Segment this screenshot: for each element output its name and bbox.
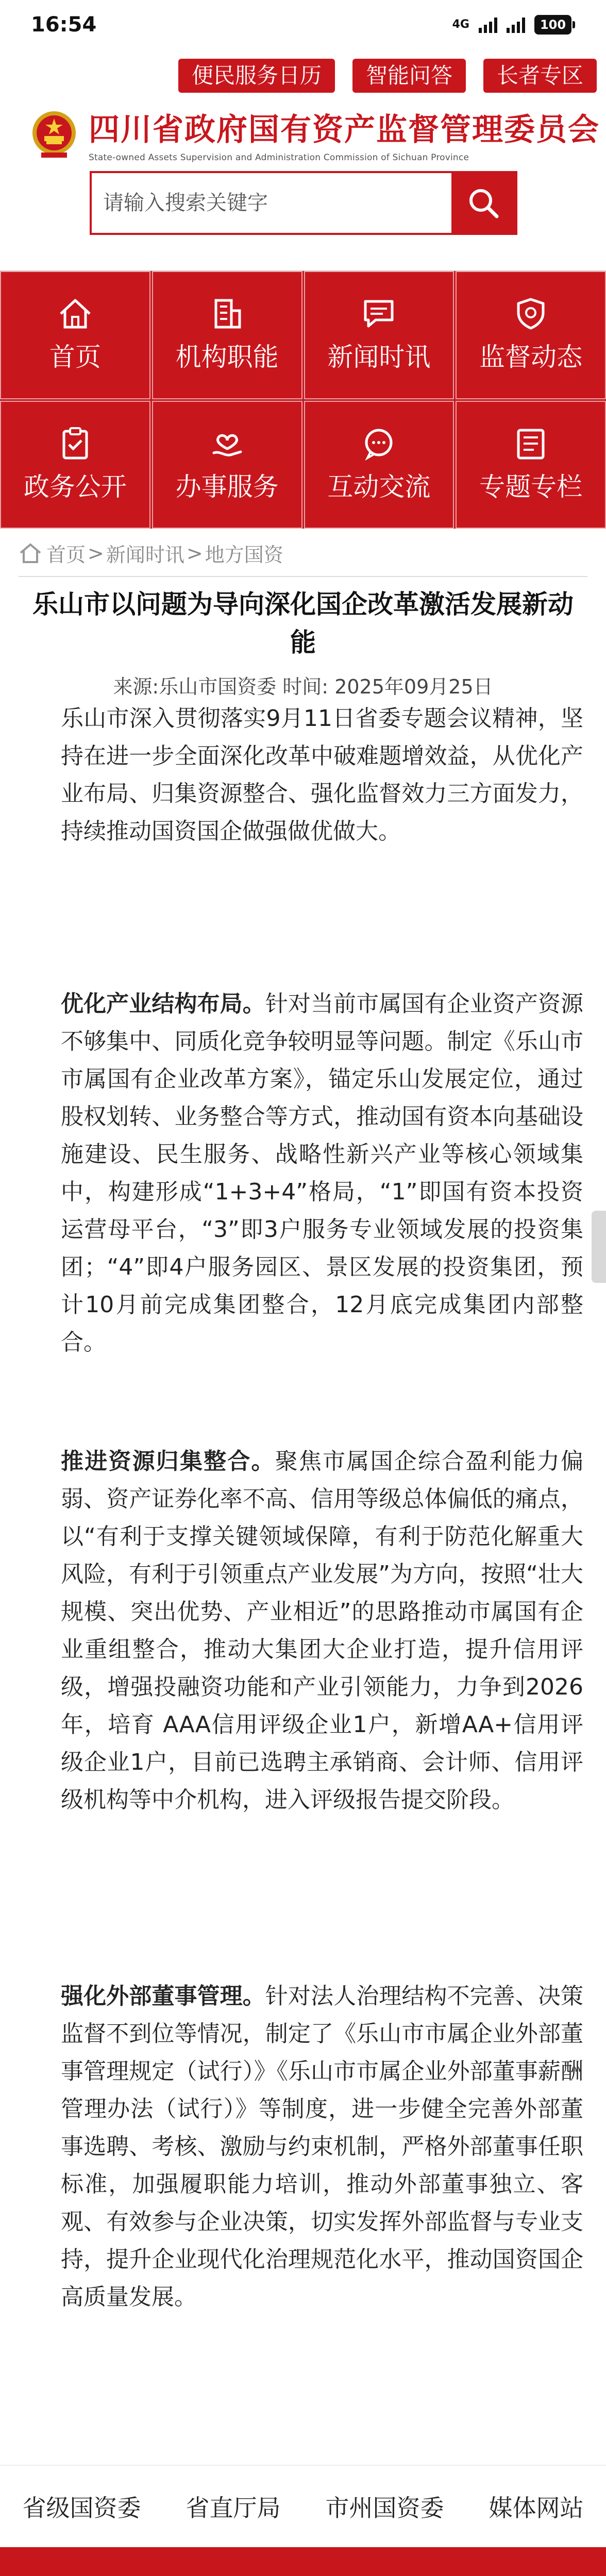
nav-organization[interactable] (152, 271, 302, 399)
status-bar (0, 0, 606, 49)
side-scroll-handle[interactable] (592, 1211, 606, 1283)
site-brand[interactable] (31, 105, 600, 163)
paragraph-text: 乐山市深入贯彻落实9月11日省委专题会议精神，坚持在进一步全面深化改革中破难题增效益，从优化产业布局、归集资源整合、强化监督效力三方面发力，持续推动国资国企做强做优做大。 (61, 705, 583, 844)
dialog-icon (361, 426, 396, 461)
battery-icon (534, 15, 575, 35)
breadcrumb-home[interactable]: 首页 (46, 544, 86, 566)
breadcrumb-local[interactable]: 地方国资 (205, 544, 283, 566)
status-icons (452, 15, 575, 35)
list-icon (513, 426, 548, 461)
home-icon (19, 541, 42, 565)
article-date: 2025年09月25日 (334, 675, 493, 698)
site-footer (0, 2547, 606, 2576)
paragraph-lead: 强化外部董事管理。 (61, 1983, 265, 2009)
signal-icon-2 (507, 16, 525, 33)
footer-link-media[interactable]: 媒体网站 (489, 2494, 584, 2522)
building-icon (210, 296, 245, 331)
footer-link-provincial[interactable]: 省级国资委 (22, 2494, 141, 2522)
home-icon (58, 296, 93, 331)
nav-gov-affairs[interactable] (0, 401, 150, 529)
clipboard-icon (58, 426, 93, 461)
search-box (90, 171, 517, 235)
search-icon (467, 187, 500, 219)
chat-icon (361, 296, 396, 331)
nav-services[interactable] (152, 401, 302, 529)
divider (19, 576, 587, 577)
nav-interaction[interactable] (304, 401, 454, 529)
site-title-en: State-owned Assets Supervision and Administration Commission of Sichuan Province (89, 152, 469, 163)
article-title: 乐山市以问题为导向深化国企改革激活发展新动能 (32, 589, 574, 657)
article-paragraph (61, 985, 583, 1361)
national-emblem-icon (31, 109, 77, 159)
breadcrumb-separator: > (88, 541, 104, 565)
site-title: 四川省政府国有资产监督管理委员会 (89, 112, 600, 148)
nav-news-label: 新闻时讯 (327, 342, 431, 372)
paragraph-text: 针对法人治理结构不完善、决策监督不到位等情况，制定了《乐山市市属企业外部董事管理规定（试行）》《乐山市市属企业外部董事薪酬管理办法（试行）》等制度，进一步健全完善外部董事选聘、考核、激励与约束机制，严格外部董事任职标准，加强履职能力培训，推动外部董事独立、客观、有效参与企业决策，切实发挥外部监督与专业支持，提升企业现代化治理规范化水平，推动国资国企高质量发展。 (61, 1983, 584, 2310)
article-paragraph (61, 1977, 583, 2316)
nav-supervision[interactable] (456, 271, 606, 399)
time-label: 时间: (282, 675, 329, 698)
heart-hand-icon (210, 426, 245, 461)
nav-supervision-label: 监督动态 (479, 342, 583, 372)
breadcrumb (19, 539, 283, 567)
search-input[interactable] (92, 173, 451, 233)
related-sites (0, 2465, 606, 2547)
breadcrumb-separator: > (186, 541, 203, 565)
paragraph-text: 针对当前市属国有企业资产资源不够集中、同质化竞争较明显等问题。制定《乐山市市属国有企业改革方案》，锚定乐山发展定位，通过股权划转、业务整合等方式，推动国有资本向基础设施建设、民生服务、战略性新兴产业等核心领域集中，构建形成“1+3+4”格局，“1”即国有资本投资运营母平台，“3”即3户服务专业领域发展的投资集团；“4”即4户服务园区、景区发展的投资集团，预计10月前完成集团整合，12月底完成集团内部整合。 (61, 991, 584, 1355)
nav-special-label: 专题专栏 (479, 471, 583, 502)
site-header (0, 49, 606, 271)
quick-links (178, 59, 597, 93)
nav-home-label: 首页 (49, 342, 101, 372)
nav-gov-affairs-label: 政务公开 (23, 471, 127, 502)
status-time: 16:54 (31, 13, 97, 37)
quick-link-smart-qa[interactable]: 智能问答 (352, 59, 466, 93)
nav-news[interactable] (304, 271, 454, 399)
network-type: 4G (452, 18, 469, 31)
signal-icon (479, 16, 497, 33)
nav-special[interactable] (456, 401, 606, 529)
article-paragraph (61, 700, 583, 850)
paragraph-lead: 优化产业结构布局。 (61, 991, 265, 1017)
shield-icon (513, 296, 548, 331)
article-source: 乐山市国资委 (159, 675, 277, 698)
nav-interaction-label: 互动交流 (327, 471, 431, 502)
nav-organization-label: 机构职能 (175, 342, 279, 372)
battery-level: 100 (534, 15, 571, 35)
paragraph-text: 聚焦市属国企综合盈利能力偏弱、资产证券化率不高、信用等级总体偏低的痛点，以“有利于支撑关键领域保障，有利于防范化解重大风险，有利于引领重点产业发展”为方向，按照“壮大规模、突出优势、产业相近”的思路推动市属国有企业重组整合，推动大集团大企业打造，提升信用评级，增强投融资功能和产业引领能力，力争到2026年，培育 AAA信用评级企业1户，新增AA+信用评级企业1户，目前已选聘主承销商、会计师、信用评级机构等中介机构，进入评级报告提交阶段。 (61, 1448, 584, 1813)
main-nav (0, 271, 606, 529)
quick-link-elderly[interactable]: 长者专区 (483, 59, 597, 93)
article-paragraph (61, 1443, 583, 1819)
breadcrumb-news[interactable]: 新闻时讯 (106, 544, 184, 566)
nav-home[interactable] (0, 271, 150, 399)
article-meta (0, 671, 606, 699)
footer-link-departments[interactable]: 省直厅局 (186, 2494, 281, 2522)
quick-link-service-calendar[interactable]: 便民服务日历 (178, 59, 335, 93)
footer-link-city[interactable]: 市州国资委 (325, 2494, 444, 2522)
source-label: 来源: (113, 675, 159, 698)
nav-services-label: 办事服务 (175, 471, 279, 502)
search-button[interactable] (451, 173, 515, 233)
paragraph-lead: 推进资源归集整合。 (61, 1448, 275, 1475)
